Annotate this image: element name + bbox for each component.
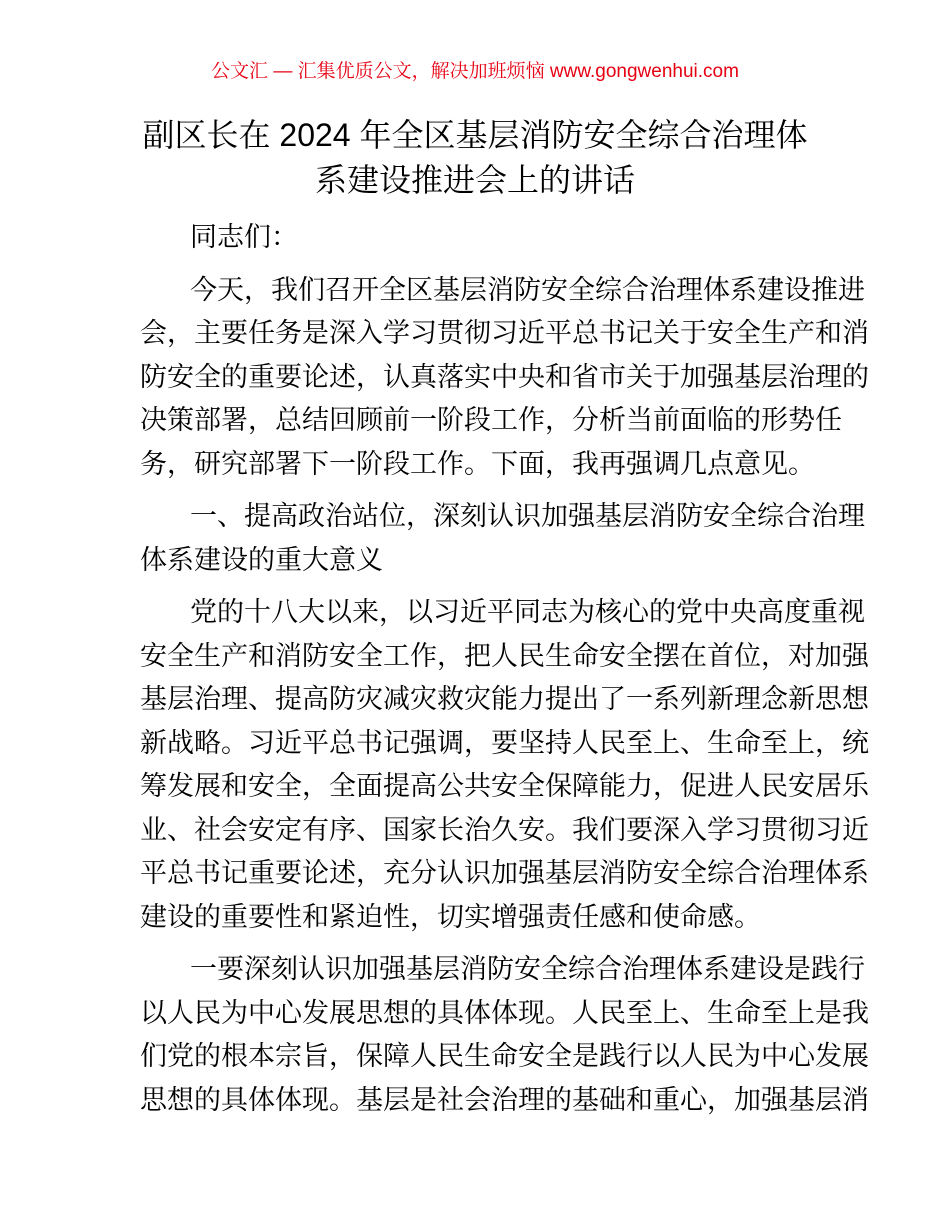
paragraph-line: 基层治理、提高防灾减灾救灾能力提出了一系列新理念新思想: [140, 684, 869, 714]
paragraph-line: 建设的重要性和紧迫性，切实增强责任感和使命感。: [140, 901, 761, 932]
title-line: 副区长在 2024 年全区基层消防安全综合治理体: [142, 117, 808, 153]
document-body: [140, 216, 869, 1131]
paragraph-line: 今天，我们召开全区基层消防安全综合治理体系建设推进: [190, 274, 865, 305]
paragraph-line: 防安全的重要论述，认真落实中央和省市关于加强基层治理的: [140, 361, 869, 392]
paragraph-line: 思想的具体体现。基层是社会治理的基础和重心，加强基层消: [140, 1084, 869, 1115]
paragraph-line: 新战略。习近平总书记强调，要坚持人民至上、生命至上，统: [140, 727, 869, 758]
paragraph-line: 党的十八大以来，以习近平同志为核心的党中央高度重视: [190, 597, 865, 627]
document-title: [120, 113, 830, 203]
paragraph-line: 会，主要任务是深入学习贯彻习近平总书记关于安全生产和消: [140, 318, 869, 348]
paragraph-line: 一要深刻认识加强基层消防安全综合治理体系建设是践行: [190, 954, 865, 984]
paragraph-line: 体系建设的重大意义: [140, 544, 383, 575]
watermark-header: 公文汇 — 汇集优质公文，解决加班烦恼 www.gongwenhui.com: [211, 61, 739, 82]
paragraph-line: 筹发展和安全，全面提高公共安全保障能力，促进人民安居乐: [140, 771, 869, 801]
paragraph: [140, 591, 869, 939]
paragraph-line: 以人民为中心发展思想的具体体现。人民至上、生命至上是我: [140, 997, 869, 1028]
paragraph-line: 安全生产和消防安全工作，把人民生命安全摆在首位，对加强: [140, 640, 869, 671]
title-line: 系建设推进会上的讲话: [314, 162, 635, 198]
paragraph-line: 务，研究部署下一阶段工作。下面，我再强调几点意见。: [140, 448, 815, 479]
paragraph-line: 同志们：: [190, 222, 298, 252]
paragraph: [140, 495, 865, 582]
paragraph: [140, 948, 869, 1122]
paragraph-line: 一、提高政治站位，深刻认识加强基层消防安全综合治理: [190, 501, 865, 531]
paragraph-line: 业、社会安定有序、国家长治久安。我们要深入学习贯彻习近: [140, 814, 869, 845]
paragraph-line: 平总书记重要论述，充分认识加强基层消防安全综合治理体系: [140, 858, 869, 888]
paragraph: [140, 269, 869, 487]
paragraph: [140, 216, 812, 260]
paragraph-line: 们党的根本宗旨，保障人民生命安全是践行以人民为中心发展: [140, 1041, 869, 1071]
paragraph-line: 决策部署，总结回顾前一阶段工作，分析当前面临的形势任: [140, 405, 842, 435]
